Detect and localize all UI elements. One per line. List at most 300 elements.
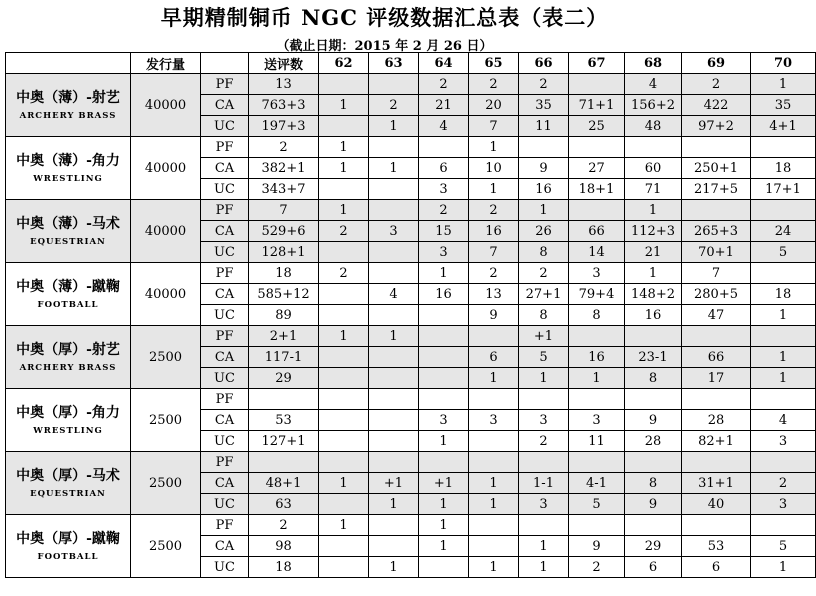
grade-count <box>319 389 369 410</box>
grade-count: 1 <box>569 368 625 389</box>
grade-count <box>369 368 419 389</box>
grade-count: 1 <box>319 515 369 536</box>
finish-type: UC <box>201 116 249 137</box>
header-grade: 66 <box>519 53 569 74</box>
coin-name-cell <box>6 389 131 452</box>
finish-type: PF <box>201 326 249 347</box>
grade-count <box>369 410 419 431</box>
submitted-count: 48+1 <box>249 473 319 494</box>
grade-count: 1 <box>419 494 469 515</box>
grade-count <box>319 284 369 305</box>
grade-count <box>369 179 419 200</box>
grade-count: 2 <box>751 473 816 494</box>
table-row <box>6 515 816 536</box>
grade-count <box>569 137 625 158</box>
grade-count: +1 <box>419 473 469 494</box>
finish-type: CA <box>201 410 249 431</box>
grade-count: 9 <box>625 410 682 431</box>
grade-count: 9 <box>519 158 569 179</box>
grade-count <box>419 452 469 473</box>
grade-count: 4-1 <box>569 473 625 494</box>
grade-count: 1 <box>519 368 569 389</box>
grade-count: 66 <box>682 347 751 368</box>
grade-count: 9 <box>469 305 519 326</box>
grade-count: 5 <box>751 242 816 263</box>
header-blank <box>6 53 131 74</box>
table-row <box>6 389 816 410</box>
grade-count: 16 <box>419 284 469 305</box>
grade-count: 6 <box>682 557 751 578</box>
coin-name-cell <box>6 74 131 137</box>
grade-count <box>569 200 625 221</box>
finish-type: CA <box>201 221 249 242</box>
grade-count: 1 <box>469 557 519 578</box>
submitted-count: 7 <box>249 200 319 221</box>
grade-count: 9 <box>625 494 682 515</box>
grade-count <box>682 137 751 158</box>
grade-count <box>519 137 569 158</box>
grade-count: 28 <box>625 431 682 452</box>
grade-count <box>569 326 625 347</box>
grade-count <box>469 536 519 557</box>
submitted-count: 18 <box>249 263 319 284</box>
grade-count: 21 <box>625 242 682 263</box>
grade-count: 4 <box>369 284 419 305</box>
grade-count: 71 <box>625 179 682 200</box>
grade-count: 3 <box>469 410 519 431</box>
grade-count <box>682 200 751 221</box>
grade-count: 1 <box>751 347 816 368</box>
grade-count <box>369 74 419 95</box>
grade-count: 1 <box>751 557 816 578</box>
finish-type: UC <box>201 557 249 578</box>
grade-count: 217+5 <box>682 179 751 200</box>
grade-count: 6 <box>625 557 682 578</box>
grade-count <box>469 452 519 473</box>
grade-count: 3 <box>569 263 625 284</box>
submitted-count: 2 <box>249 137 319 158</box>
coin-name-cn: 中奥（厚）-角力 <box>16 404 120 421</box>
grade-count: 17+1 <box>751 179 816 200</box>
grade-count: 1 <box>469 137 519 158</box>
grade-count: 1 <box>319 158 369 179</box>
grade-count <box>369 137 419 158</box>
grade-count <box>751 137 816 158</box>
issue-quantity: 40000 <box>131 74 201 137</box>
grade-count: 70+1 <box>682 242 751 263</box>
header-grade: 64 <box>419 53 469 74</box>
grade-count: 3 <box>519 494 569 515</box>
grade-count <box>751 389 816 410</box>
grade-count: 5 <box>519 347 569 368</box>
grade-count: 3 <box>519 410 569 431</box>
submitted-count: 529+6 <box>249 221 319 242</box>
coin-name-en: WRESTLING <box>33 173 103 184</box>
grade-count: 1 <box>625 263 682 284</box>
grade-count: 1 <box>519 536 569 557</box>
finish-type: UC <box>201 494 249 515</box>
finish-type: CA <box>201 347 249 368</box>
grade-count: 2 <box>569 557 625 578</box>
grade-count: 2 <box>519 431 569 452</box>
issue-quantity: 2500 <box>131 389 201 452</box>
grade-count <box>751 515 816 536</box>
grade-count: 6 <box>469 347 519 368</box>
grade-count: 82+1 <box>682 431 751 452</box>
grade-count: 2 <box>319 263 369 284</box>
header-type-blank <box>201 53 249 74</box>
submitted-count: 63 <box>249 494 319 515</box>
table-row <box>6 137 816 158</box>
grade-count: 26 <box>519 221 569 242</box>
grade-count: 1 <box>469 179 519 200</box>
grade-count: 3 <box>419 179 469 200</box>
grade-count: 16 <box>625 305 682 326</box>
grade-count: 18+1 <box>569 179 625 200</box>
grade-count: 17 <box>682 368 751 389</box>
grade-count: 10 <box>469 158 519 179</box>
grade-count: 2 <box>682 74 751 95</box>
grade-count: 97+2 <box>682 116 751 137</box>
submitted-count: 127+1 <box>249 431 319 452</box>
header-grade: 62 <box>319 53 369 74</box>
header-grade: 67 <box>569 53 625 74</box>
grade-count: 1 <box>519 557 569 578</box>
table-row <box>6 200 816 221</box>
finish-type: PF <box>201 200 249 221</box>
grade-count: 1 <box>369 494 419 515</box>
submitted-count: 197+3 <box>249 116 319 137</box>
grade-count <box>751 326 816 347</box>
finish-type: UC <box>201 368 249 389</box>
coin-name-cell <box>6 326 131 389</box>
grade-count: 1 <box>751 74 816 95</box>
grade-count: 2 <box>469 263 519 284</box>
grade-count: 5 <box>569 494 625 515</box>
grade-count: 1 <box>369 116 419 137</box>
grade-count <box>319 494 369 515</box>
grade-count: 1 <box>419 536 469 557</box>
coin-name-cn: 中奥（薄）-蹴鞠 <box>16 278 120 295</box>
grade-count <box>625 137 682 158</box>
issue-quantity: 40000 <box>131 263 201 326</box>
finish-type: CA <box>201 536 249 557</box>
grade-count: 265+3 <box>682 221 751 242</box>
header-grade: 69 <box>682 53 751 74</box>
coin-name-en: FOOTBALL <box>37 299 99 310</box>
grade-count <box>519 515 569 536</box>
grade-count: 11 <box>519 116 569 137</box>
grade-count: 1-1 <box>519 473 569 494</box>
submitted-count: 2+1 <box>249 326 319 347</box>
grade-count: 3 <box>419 410 469 431</box>
grade-count <box>319 305 369 326</box>
grade-count: 3 <box>419 242 469 263</box>
finish-type: UC <box>201 179 249 200</box>
grade-count: 3 <box>369 221 419 242</box>
finish-type: UC <box>201 305 249 326</box>
finish-type: PF <box>201 263 249 284</box>
grade-count <box>469 389 519 410</box>
grade-count: 40 <box>682 494 751 515</box>
grade-count <box>569 74 625 95</box>
grade-count <box>319 179 369 200</box>
grade-count: 2 <box>469 200 519 221</box>
grade-count: 18 <box>751 284 816 305</box>
submitted-count: 763+3 <box>249 95 319 116</box>
grade-count <box>369 242 419 263</box>
grade-count <box>319 452 369 473</box>
grade-count: 7 <box>469 242 519 263</box>
submitted-count <box>249 389 319 410</box>
finish-type: PF <box>201 452 249 473</box>
grade-count <box>519 452 569 473</box>
grade-count: 11 <box>569 431 625 452</box>
grade-count <box>369 263 419 284</box>
grade-count <box>319 410 369 431</box>
ngc-grading-table <box>5 52 816 578</box>
header-row <box>6 53 816 74</box>
grade-count <box>682 452 751 473</box>
grade-count: 6 <box>419 158 469 179</box>
grade-count: 250+1 <box>682 158 751 179</box>
grade-count <box>625 326 682 347</box>
grade-count <box>369 536 419 557</box>
submitted-count: 585+12 <box>249 284 319 305</box>
grade-count: 4+1 <box>751 116 816 137</box>
coin-name-cell <box>6 263 131 326</box>
grade-count: 1 <box>419 431 469 452</box>
issue-quantity: 2500 <box>131 515 201 578</box>
submitted-count: 128+1 <box>249 242 319 263</box>
grade-count <box>419 389 469 410</box>
grade-count: 18 <box>751 158 816 179</box>
table-row <box>6 326 816 347</box>
finish-type: CA <box>201 473 249 494</box>
grade-count: 4 <box>625 74 682 95</box>
grade-count <box>319 368 369 389</box>
header-submitted: 送评数 <box>249 53 319 74</box>
grade-count: 1 <box>469 368 519 389</box>
grade-count <box>319 536 369 557</box>
grade-count <box>319 74 369 95</box>
issue-quantity: 2500 <box>131 326 201 389</box>
submitted-count: 13 <box>249 74 319 95</box>
page-title: 早期精制铜币 NGC 评级数据汇总表（表二） <box>160 5 609 30</box>
grade-count: 27 <box>569 158 625 179</box>
grade-count: 7 <box>682 263 751 284</box>
grade-count <box>419 137 469 158</box>
grade-count: 1 <box>319 473 369 494</box>
grade-count: 24 <box>751 221 816 242</box>
grade-count: 8 <box>519 305 569 326</box>
submitted-count: 29 <box>249 368 319 389</box>
grade-count: 16 <box>569 347 625 368</box>
grade-count <box>369 515 419 536</box>
coin-name-cell <box>6 137 131 200</box>
finish-type: CA <box>201 95 249 116</box>
grade-count <box>751 263 816 284</box>
coin-name-en: FOOTBALL <box>37 551 99 562</box>
grade-count <box>319 242 369 263</box>
grade-count: +1 <box>519 326 569 347</box>
coin-name-en: WRESTLING <box>33 425 103 436</box>
coin-name-en: ARCHERY BRASS <box>19 362 117 373</box>
grade-count <box>751 452 816 473</box>
grade-count: 3 <box>751 494 816 515</box>
grade-count <box>419 368 469 389</box>
grade-count: 35 <box>519 95 569 116</box>
grade-count: 1 <box>419 515 469 536</box>
finish-type: CA <box>201 284 249 305</box>
submitted-count: 343+7 <box>249 179 319 200</box>
grade-count <box>369 200 419 221</box>
grade-count: 3 <box>569 410 625 431</box>
grade-count: 13 <box>469 284 519 305</box>
grade-count: 1 <box>625 200 682 221</box>
table-row <box>6 74 816 95</box>
grade-count: 71+1 <box>569 95 625 116</box>
grade-count: 2 <box>419 200 469 221</box>
finish-type: PF <box>201 389 249 410</box>
header-grade: 68 <box>625 53 682 74</box>
grade-count <box>569 515 625 536</box>
grade-count <box>419 557 469 578</box>
grade-count: 8 <box>625 368 682 389</box>
grade-count: 48 <box>625 116 682 137</box>
submitted-count: 117-1 <box>249 347 319 368</box>
coin-name-cn: 中奥（厚）-马术 <box>16 467 120 484</box>
grade-count: 53 <box>682 536 751 557</box>
issue-quantity: 2500 <box>131 452 201 515</box>
grade-count: 7 <box>469 116 519 137</box>
coin-name-en: EQUESTRIAN <box>30 236 106 247</box>
grade-count: 1 <box>469 494 519 515</box>
grade-count: 15 <box>419 221 469 242</box>
grade-count: 66 <box>569 221 625 242</box>
finish-type: PF <box>201 74 249 95</box>
grade-count <box>369 389 419 410</box>
submitted-count: 2 <box>249 515 319 536</box>
grade-count: 16 <box>519 179 569 200</box>
coin-name-cn: 中奥（薄）-角力 <box>16 152 120 169</box>
grade-count: 4 <box>751 410 816 431</box>
grade-count: 2 <box>419 74 469 95</box>
grade-count <box>369 305 419 326</box>
grade-count <box>419 305 469 326</box>
grade-count: 1 <box>319 137 369 158</box>
grade-count <box>519 389 569 410</box>
table-row <box>6 263 816 284</box>
grade-count: 16 <box>469 221 519 242</box>
grade-count <box>369 431 419 452</box>
grade-count: 25 <box>569 116 625 137</box>
grade-count: 1 <box>469 473 519 494</box>
header-issue: 发行量 <box>131 53 201 74</box>
grade-count: 21 <box>419 95 469 116</box>
grade-count: 35 <box>751 95 816 116</box>
grade-count: 1 <box>319 200 369 221</box>
header-grade: 70 <box>751 53 816 74</box>
coin-name-en: EQUESTRIAN <box>30 488 106 499</box>
grade-count: 8 <box>569 305 625 326</box>
submitted-count: 98 <box>249 536 319 557</box>
grade-count <box>369 452 419 473</box>
coin-name-en: ARCHERY BRASS <box>19 110 117 121</box>
grade-count <box>682 515 751 536</box>
grade-count: 47 <box>682 305 751 326</box>
cutoff-date: （截止日期：2015 年 2 月 26 日） <box>276 39 493 54</box>
grade-count: 60 <box>625 158 682 179</box>
grade-count: 27+1 <box>519 284 569 305</box>
grade-count: 28 <box>682 410 751 431</box>
coin-name-cell <box>6 452 131 515</box>
grade-count: 1 <box>369 326 419 347</box>
grade-count <box>751 200 816 221</box>
grade-count: 31+1 <box>682 473 751 494</box>
grade-count: 2 <box>369 95 419 116</box>
grade-count <box>469 515 519 536</box>
header-grade: 63 <box>369 53 419 74</box>
grade-count: 1 <box>369 557 419 578</box>
finish-type: UC <box>201 242 249 263</box>
grade-count: 1 <box>319 95 369 116</box>
finish-type: PF <box>201 515 249 536</box>
issue-quantity: 40000 <box>131 137 201 200</box>
coin-name-cn: 中奥（薄）-马术 <box>16 215 120 232</box>
grade-count <box>369 347 419 368</box>
grade-count: 8 <box>519 242 569 263</box>
finish-type: UC <box>201 431 249 452</box>
submitted-count: 382+1 <box>249 158 319 179</box>
grade-count: 8 <box>625 473 682 494</box>
grade-count: 156+2 <box>625 95 682 116</box>
grade-count <box>319 431 369 452</box>
table-body <box>6 74 816 578</box>
grade-count: 79+4 <box>569 284 625 305</box>
grade-count <box>625 389 682 410</box>
table-row <box>6 452 816 473</box>
grade-count: 1 <box>519 200 569 221</box>
finish-type: PF <box>201 137 249 158</box>
coin-name-cell <box>6 515 131 578</box>
grade-count <box>625 452 682 473</box>
grade-count: 1 <box>419 263 469 284</box>
grade-count: 2 <box>319 221 369 242</box>
issue-quantity: 40000 <box>131 200 201 263</box>
grade-count: 112+3 <box>625 221 682 242</box>
grade-count <box>569 452 625 473</box>
grade-count: 9 <box>569 536 625 557</box>
grade-count: 280+5 <box>682 284 751 305</box>
grade-count: 20 <box>469 95 519 116</box>
grade-count <box>319 557 369 578</box>
grade-count: 3 <box>751 431 816 452</box>
finish-type: CA <box>201 158 249 179</box>
grade-count <box>419 326 469 347</box>
grade-count: 2 <box>519 74 569 95</box>
grade-count: 422 <box>682 95 751 116</box>
grade-count: 29 <box>625 536 682 557</box>
grade-count: 1 <box>751 305 816 326</box>
grade-count <box>319 347 369 368</box>
grade-count <box>682 389 751 410</box>
grade-count: 14 <box>569 242 625 263</box>
grade-count: +1 <box>369 473 419 494</box>
grade-count <box>569 389 625 410</box>
grade-count: 5 <box>751 536 816 557</box>
grade-count: 2 <box>519 263 569 284</box>
